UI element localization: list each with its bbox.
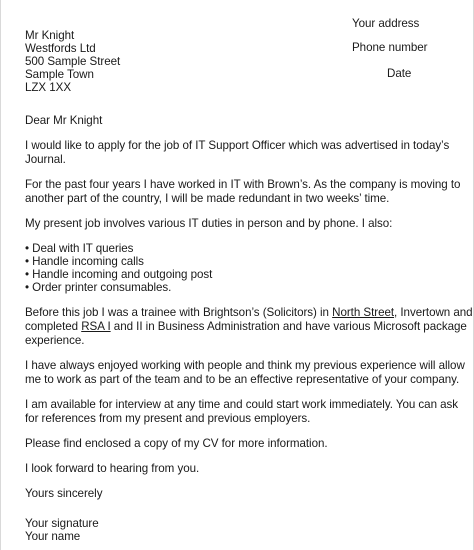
paragraph-4-text: , Invertown and	[394, 306, 473, 319]
list-item: • Deal with IT queries	[25, 242, 134, 255]
recipient-name: Mr Knight	[25, 29, 75, 42]
sender-phone-label: Phone number	[352, 41, 428, 54]
recipient-postcode: LZX 1XX	[25, 81, 72, 94]
qualification-text: RSA I	[81, 320, 111, 333]
paragraph-4-text: completed	[25, 320, 82, 333]
list-item: • Handle incoming and outgoing post	[25, 268, 213, 281]
paragraph-5-line-1: I have always enjoyed working with people and think my previous experience will allow	[25, 359, 465, 372]
paragraph-3: My present job involves various IT duties in person and by phone. I also:	[25, 217, 393, 230]
signature: Your signature	[25, 517, 99, 530]
paragraph-1-line-2: Journal.	[25, 153, 66, 166]
street-link: North Street	[332, 306, 395, 319]
paragraph-4-line-1	[25, 305, 473, 320]
paragraph-6-line-1: I am available for interview at any time and could start work immediately. You can ask	[25, 398, 459, 411]
paragraph-4-line-3: experience.	[25, 334, 85, 347]
recipient-company: Westfords Ltd	[25, 42, 96, 55]
recipient-street: 500 Sample Street	[25, 55, 121, 68]
paragraph-5-line-2: me to work as part of the team and to be an effective representative of your company.	[25, 373, 460, 386]
paragraph-4-text: Before this job I was a trainee with Brightson’s (Solicitors) in	[25, 306, 333, 319]
paragraph-1-line-1: I would like to apply for the job of IT Support Officer which was advertised in today’s	[25, 139, 450, 152]
paragraph-4-line-2	[25, 319, 467, 334]
sender-address-label: Your address	[352, 17, 420, 30]
paragraph-2-line-1: For the past four years I have worked in IT with Brown’s. As the company is moving to	[25, 178, 461, 191]
paragraph-6-line-2: for references from my present and previous employers.	[25, 412, 311, 425]
list-item: • Handle incoming calls	[25, 255, 144, 268]
paragraph-8: I look forward to hearing from you.	[25, 462, 200, 475]
date-label: Date	[387, 67, 412, 80]
closing: Yours sincerely	[25, 487, 103, 500]
list-item: • Order printer consumables.	[25, 281, 172, 294]
paragraph-4-text: and II in Business Administration and have various Microsoft package	[110, 320, 467, 333]
salutation: Dear Mr Knight	[25, 114, 103, 127]
paragraph-7: Please find enclosed a copy of my CV for more information.	[25, 437, 328, 450]
paragraph-2-line-2: another part of the country, I will be made redundant in two weeks’ time.	[25, 192, 390, 205]
recipient-town: Sample Town	[25, 68, 94, 81]
sender-name: Your name	[25, 530, 81, 543]
